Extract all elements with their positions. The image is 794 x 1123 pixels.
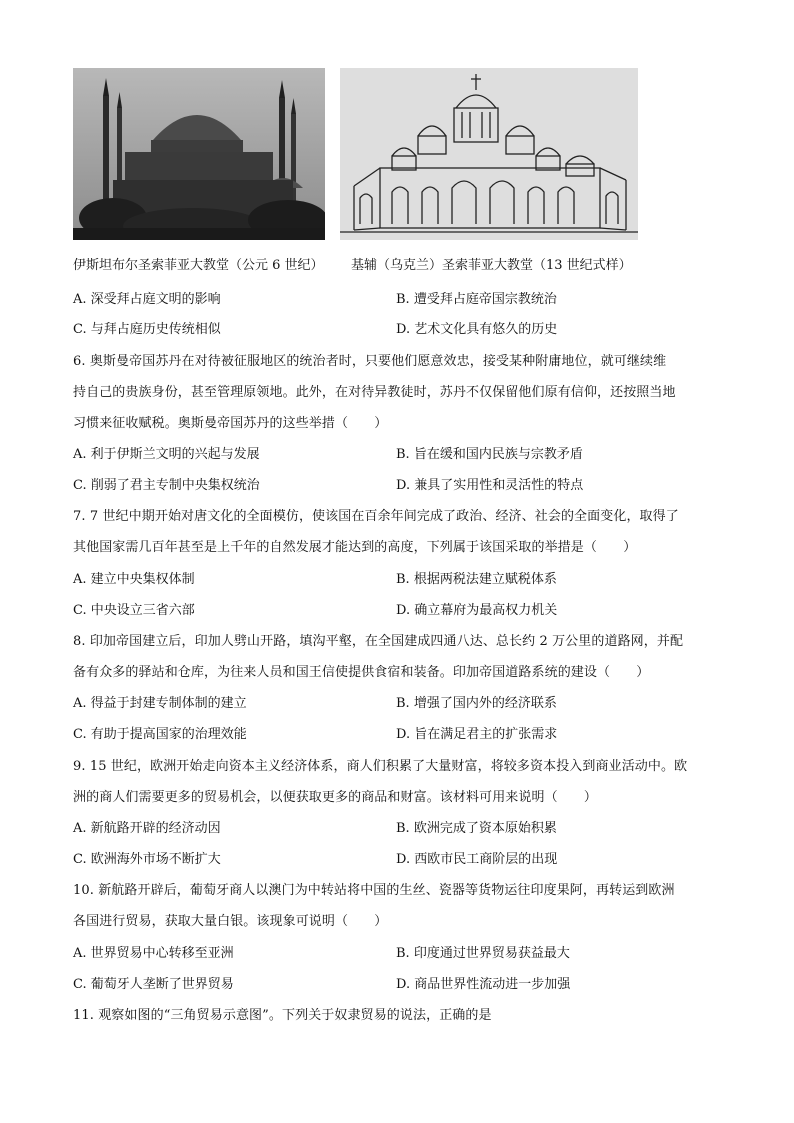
question-5-option-b: B. 遭受拜占庭帝国宗教统治 bbox=[396, 292, 557, 307]
question-5-option-c: C. 与拜占庭历史传统相似 bbox=[73, 322, 221, 337]
question-9-option-a: A. 新航路开辟的经济动因 bbox=[73, 821, 221, 836]
question-10-stem-line: 10. 新航路开辟后，葡萄牙商人以澳门为中转站将中国的生丝、瓷器等货物运往印度果阿，再转运到欧洲 bbox=[73, 883, 675, 898]
question-10-stem-line: 各国进行贸易，获取大量白银。该现象可说明（ ） bbox=[73, 914, 388, 929]
question-8-option-d: D. 旨在满足君主的扩张需求 bbox=[396, 727, 558, 742]
question-7-option-c: C. 中央设立三省六部 bbox=[73, 603, 195, 618]
question-8-stem-line: 备有众多的驿站和仓库，为往来人员和国王信使提供食宿和装备。印加帝国道路系统的建设（ ） bbox=[73, 665, 650, 680]
question-6-stem-line: 6. 奥斯曼帝国苏丹在对待被征服地区的统治者时，只要他们愿意效忠，接受某种附庸地位，就可继续维 bbox=[73, 354, 667, 369]
question-5-option-d: D. 艺术文化具有悠久的历史 bbox=[396, 322, 558, 337]
question-7-option-d: D. 确立幕府为最高权力机关 bbox=[396, 603, 558, 618]
question-8-option-b: B. 增强了国内外的经济联系 bbox=[396, 696, 557, 711]
image-caption-right: 基辅（乌克兰）圣索菲亚大教堂（13 世纪式样） bbox=[351, 258, 632, 273]
question-7-stem-line: 其他国家需几百年甚至是上千年的自然发展才能达到的高度，下列属于该国采取的举措是（ ） bbox=[73, 540, 637, 555]
question-10-option-d: D. 商品世界性流动进一步加强 bbox=[396, 977, 571, 992]
question-7-option-a: A. 建立中央集权体制 bbox=[73, 572, 195, 587]
question-6-option-b: B. 旨在缓和国内民族与宗教矛盾 bbox=[396, 447, 583, 462]
image-caption-left: 伊斯坦布尔圣索菲亚大教堂（公元 6 世纪） bbox=[73, 258, 324, 273]
question-10-option-c: C. 葡萄牙人垄断了世界贸易 bbox=[73, 977, 234, 992]
question-10-option-b: B. 印度通过世界贸易获益最大 bbox=[396, 946, 570, 961]
question-6-stem-line: 持自己的贵族身份，甚至管理原领地。此外，在对待异教徒时，苏丹不仅保留他们原有信仰，还按照当地 bbox=[73, 385, 676, 400]
question-9-stem-line: 9. 15 世纪，欧洲开始走向资本主义经济体系，商人们积累了大量财富，将较多资本投入到商业活动中。欧 bbox=[73, 759, 688, 774]
question-6-option-a: A. 利于伊斯兰文明的兴起与发展 bbox=[73, 447, 260, 462]
st-sophia-kyiv-drawing bbox=[340, 68, 638, 240]
question-8-option-a: A. 得益于封建专制体制的建立 bbox=[73, 696, 247, 711]
hagia-sophia-istanbul-photo bbox=[73, 68, 325, 240]
question-9-option-c: C. 欧洲海外市场不断扩大 bbox=[73, 852, 221, 867]
question-10-option-a: A. 世界贸易中心转移至亚洲 bbox=[73, 946, 234, 961]
question-6-stem-line: 习惯来征收赋税。奥斯曼帝国苏丹的这些举措（ ） bbox=[73, 416, 388, 431]
question-7-stem-line: 7. 7 世纪中期开始对唐文化的全面模仿，使该国在百余年间完成了政治、经济、社会的全面变化，取得了 bbox=[73, 509, 679, 524]
question-5-option-a: A. 深受拜占庭文明的影响 bbox=[73, 292, 221, 307]
question-8-option-c: C. 有助于提高国家的治理效能 bbox=[73, 727, 247, 742]
question-6-option-c: C. 削弱了君主专制中央集权统治 bbox=[73, 478, 260, 493]
question-9-option-d: D. 西欧市民工商阶层的出现 bbox=[396, 852, 558, 867]
question-8-stem-line: 8. 印加帝国建立后，印加人劈山开路，填沟平壑，在全国建成四通八达、总长约 2 万公里的道路网，并配 bbox=[73, 634, 684, 649]
question-9-option-b: B. 欧洲完成了资本原始积累 bbox=[396, 821, 557, 836]
question-6-option-d: D. 兼具了实用性和灵活性的特点 bbox=[396, 478, 584, 493]
question-7-option-b: B. 根据两税法建立赋税体系 bbox=[396, 572, 557, 587]
question-9-stem-line: 洲的商人们需要更多的贸易机会，以便获取更多的商品和财富。该材料可用来说明（ ） bbox=[73, 790, 598, 805]
question-11-stem-line: 11. 观察如图的“三角贸易示意图”。下列关于奴隶贸易的说法，正确的是 bbox=[73, 1008, 492, 1023]
